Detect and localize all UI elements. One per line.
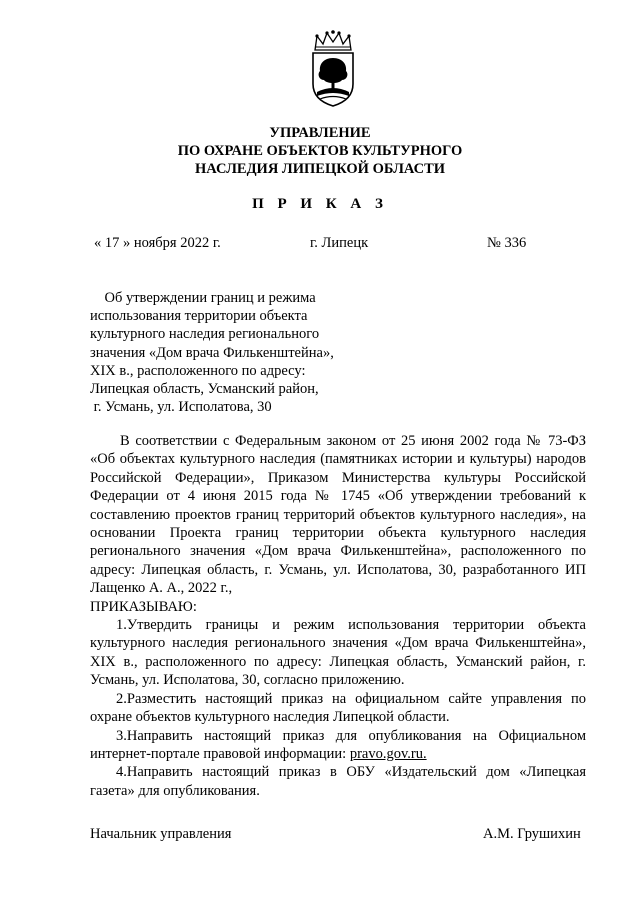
agency-line: УПРАВЛЕНИЕ: [269, 125, 371, 141]
pravo-gov-link[interactable]: pravo.gov.ru.: [349, 745, 427, 762]
subject-line: значения «Дом врача Филькенштейна»,: [90, 344, 334, 361]
subject-line: г. Усмань, ул. Исполатова, 30: [90, 399, 272, 416]
document-subject: [90, 289, 360, 416]
subject-line: культурного наследия регионального: [90, 326, 320, 343]
document-date: « 17 » ноября 2022 г.: [94, 235, 221, 251]
agency-line: ПО ОХРАНЕ ОБЪЕКТОВ КУЛЬТУРНОГО: [177, 143, 463, 159]
order-item-2: 2.Разместить настоящий приказ на официальном сайте управления по охране объектов культурного наследия Липецкой области.: [90, 690, 586, 726]
subject-line: XIX в., расположенного по адресу:: [90, 362, 306, 379]
preamble-paragraph: В соответствии с Федеральным законом от 25 июня 2002 года № 73-ФЗ «Об объектах культурного наследия (памятниках истории и культуры) народов Российской Федерации», Приказом Министерства культуры Российской Федерации от 4 июня 2015 года № 1745 «Об утверждении требований к составлению проектов границ территорий объектов культурного наследия», на основании Проекта границ территории объекта культурного наследия регионального значения «Дом врача Филькенштейна», расположенного по адресу: Липецкая область, г. Усмань, ул. Исполатова, 30, разработанного ИП Лащенко А. А., 2022 г.,: [90, 433, 586, 597]
subject-line: Об утверждении границ и режима: [90, 290, 316, 306]
subject-line: использования территории объекта: [90, 308, 308, 325]
subject-line: Липецкая область, Усманский район,: [90, 381, 319, 398]
agency-line: НАСЛЕДИЯ ЛИПЕЦКОЙ ОБЛАСТИ: [194, 161, 446, 177]
agency-name: [0, 124, 640, 178]
signatory-name: А.М. Грушихин: [483, 826, 581, 842]
order-item-3: [90, 727, 586, 764]
document-type-title: П Р И К А З: [252, 196, 388, 212]
order-item-1: 1.Утвердить границы и режим использования территории объекта культурного наследия регионального значения «Дом врача Филькенштейна», XIX в., расположенного по адресу: Липецкая область, Усманский район, г. Усмань, ул. Исполатова, 30, согласно приложению.: [90, 617, 586, 689]
document-city: г. Липецк: [310, 235, 369, 251]
order-word: ПРИКАЗЫВАЮ:: [90, 598, 197, 615]
order-item-3-text: 3.Направить настоящий приказ для опубликования на Официальном интернет-портале правовой информации:: [90, 727, 586, 762]
order-item-4: 4.Направить настоящий приказ в ОБУ «Издательский дом «Липецкая газета» для опубликования.: [90, 764, 586, 799]
lipetsk-coat-of-arms-icon: [306, 30, 360, 110]
document-body: [90, 432, 586, 800]
document-number: № 336: [487, 235, 527, 251]
signatory-position: Начальник управления: [90, 826, 232, 842]
